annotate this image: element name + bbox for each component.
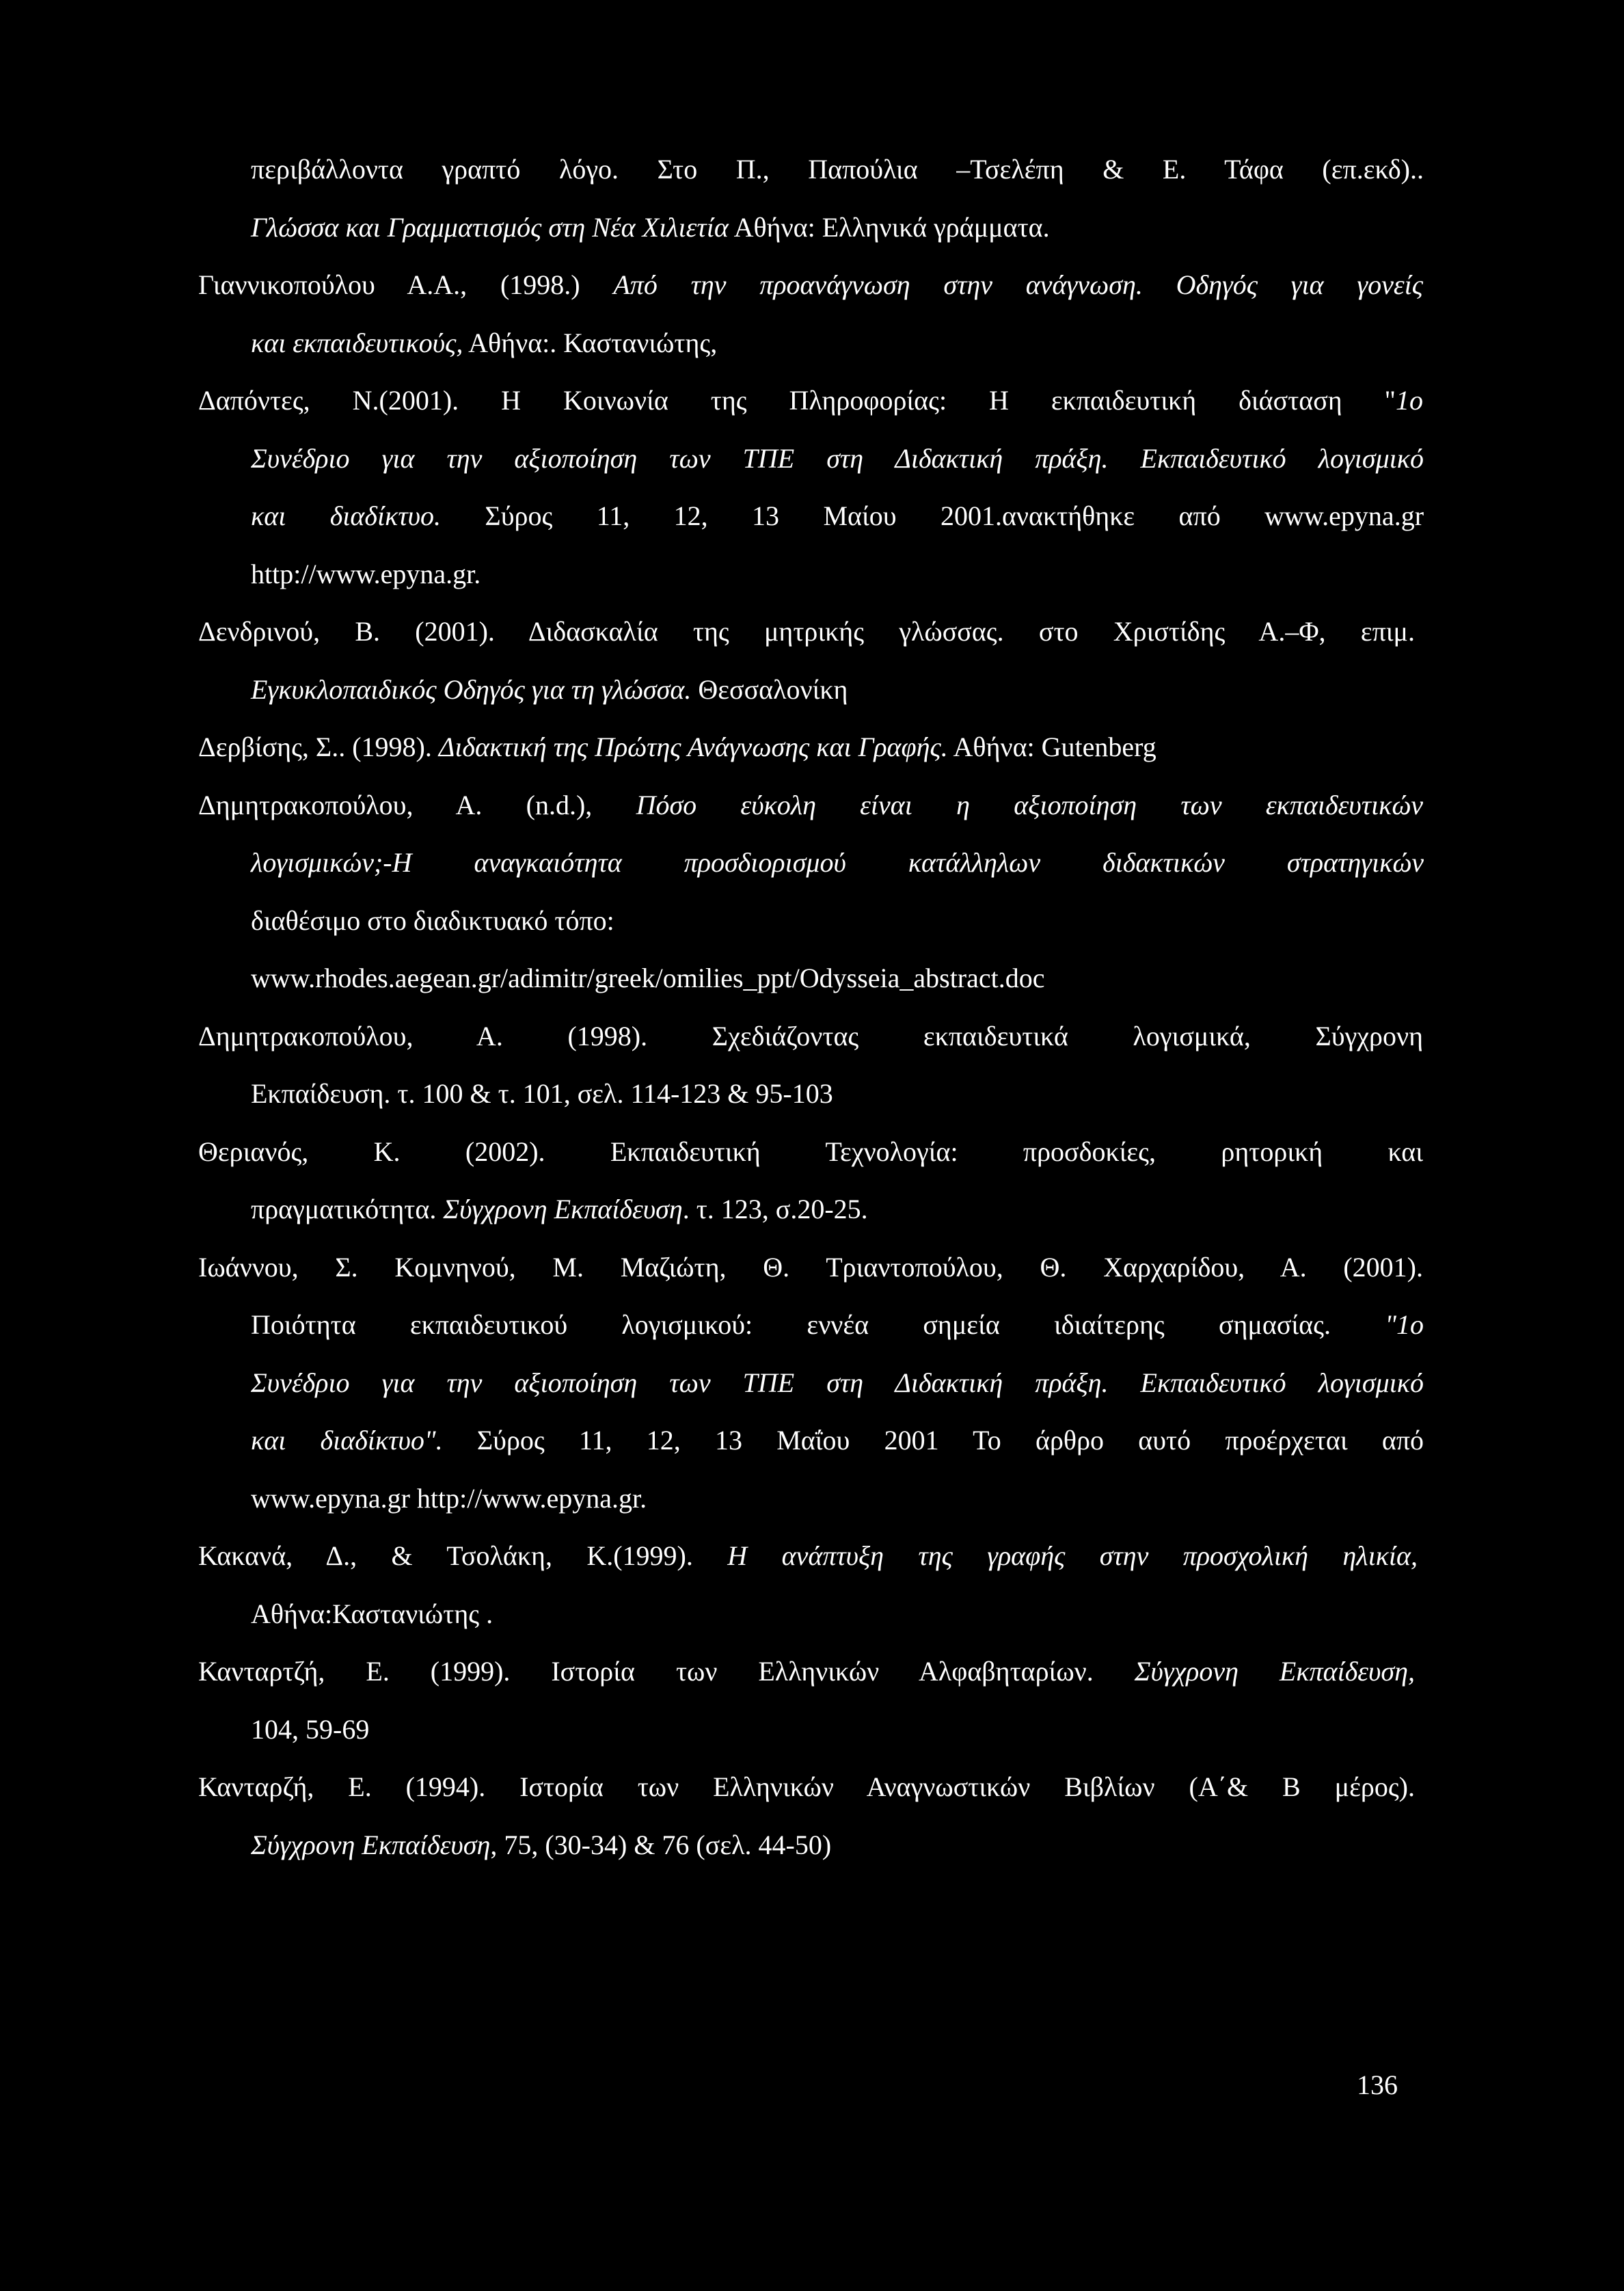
- reference-entry-start: Δημητρακοπούλου, Α. (n.d.), Πόσο εύκολη είναι η αξιοποίηση των εκπαιδευτικών: [198, 790, 1424, 820]
- reference-entry-start: Κανταρζή, Ε. (1994). Ιστορία των Ελληνικών Αναγνωστικών Βιβλίων (Α΄& Β μέρος).: [198, 1771, 1415, 1802]
- reference-entry-start: Θεριανός, Κ. (2002). Εκπαιδευτική Τεχνολογία: προσδοκίες, ρητορική και: [198, 1136, 1423, 1167]
- reference-entry-start: Γιαννικοπούλου Α.Α., (1998.) Από την προανάγνωση στην ανάγνωση. Οδηγός για γονείς: [198, 269, 1423, 300]
- reference-entry-start: Δενδρινού, Β. (2001). Διδασκαλία της μητρικής γλώσσας. στο Χριστίδης Α.–Φ, επιμ.: [198, 616, 1415, 647]
- reference-line: πραγματικότητα. Σύγχρονη Εκπαίδευση. τ. 123, σ.20-25.: [251, 1194, 868, 1224]
- reference-line: Ποιότητα εκπαιδευτικού λογισμικού: εννέα σημεία ιδιαίτερης σημασίας. "1ο: [251, 1309, 1424, 1340]
- reference-line: Συνέδριο για την αξιοποίηση των ΤΠΕ στη Διδακτική πράξη. Εκπαιδευτικό λογισμικό: [251, 443, 1424, 474]
- reference-line: Σύγχρονη Εκπαίδευση, 75, (30-34) & 76 (σελ. 44-50): [251, 1830, 832, 1860]
- page-number: 136: [1357, 2069, 1398, 2100]
- reference-line: www.epyna.gr http://www.epyna.gr.: [251, 1483, 647, 1514]
- reference-line: λογισμικών;-Η αναγκαιότητα προσδιορισμού κατάλληλων διδακτικών στρατηγικών: [251, 847, 1424, 878]
- reference-entry-start: Ιωάννου, Σ. Κομνηνού, Μ. Μαζιώτη, Θ. Τριαντοπούλου, Θ. Χαρχαρίδου, Α. (2001).: [198, 1252, 1423, 1283]
- reference-line: διαθέσιμο στο διαδικτυακό τόπο:: [251, 905, 614, 936]
- reference-entry-start: Κακανά, Δ., & Τσολάκη, Κ.(1999). Η ανάπτυξη της γραφής στην προσχολική ηλικία,: [198, 1540, 1418, 1571]
- reference-line: Εγκυκλοπαιδικός Οδηγός για τη γλώσσα. Θεσσαλονίκη: [251, 674, 848, 705]
- reference-line: Συνέδριο για την αξιοποίηση των ΤΠΕ στη Διδακτική πράξη. Εκπαιδευτικό λογισμικό: [251, 1367, 1424, 1398]
- reference-entry-start: Κανταρτζή, Ε. (1999). Ιστορία των Ελληνικών Αλφαβηταρίων. Σύγχρονη Εκπαίδευση,: [198, 1656, 1415, 1687]
- reference-line: www.rhodes.aegean.gr/adimitr/greek/omilies_ppt/Odysseia_abstract.doc: [251, 963, 1045, 993]
- reference-line: Εκπαίδευση. τ. 100 & τ. 101, σελ. 114-123 & 95-103: [251, 1078, 833, 1109]
- reference-line: 104, 59-69: [251, 1714, 370, 1745]
- reference-line: http://www.epyna.gr.: [251, 559, 481, 589]
- reference-line: Αθήνα:Καστανιώτης .: [251, 1598, 493, 1629]
- reference-entry-start: Δερβίσης, Σ.. (1998). Διδακτική της Πρώτης Ανάγνωσης και Γραφής. Αθήνα: Gutenberg: [198, 732, 1156, 762]
- reference-line: και διαδίκτυο". Σύρος 11, 12, 13 Μαΐου 2001 Το άρθρο αυτό προέρχεται από: [251, 1425, 1424, 1456]
- reference-line: Γλώσσα και Γραμματισμός στη Νέα Χιλιετία Αθήνα: Ελληνικά γράμματα.: [251, 212, 1050, 243]
- reference-entry-start: Δημητρακοπούλου, Α. (1998). Σχεδιάζοντας εκπαιδευτικά λογισμικά, Σύγχρονη: [198, 1021, 1423, 1051]
- reference-line: και διαδίκτυο. Σύρος 11, 12, 13 Μαίου 2001.ανακτήθηκε από www.epyna.gr: [251, 500, 1424, 531]
- reference-line: περιβάλλοντα γραπτό λόγο. Στο Π., Παπούλια –Τσελέπη & Ε. Τάφα (επ.εκδ)..: [251, 154, 1424, 185]
- reference-entry-start: Δαπόντες, Ν.(2001). Η Κοινωνία της Πληροφορίας: Η εκπαιδευτική διάσταση "1ο: [198, 385, 1423, 416]
- reference-line: και εκπαιδευτικούς, Αθήνα:. Καστανιώτης,: [251, 327, 718, 358]
